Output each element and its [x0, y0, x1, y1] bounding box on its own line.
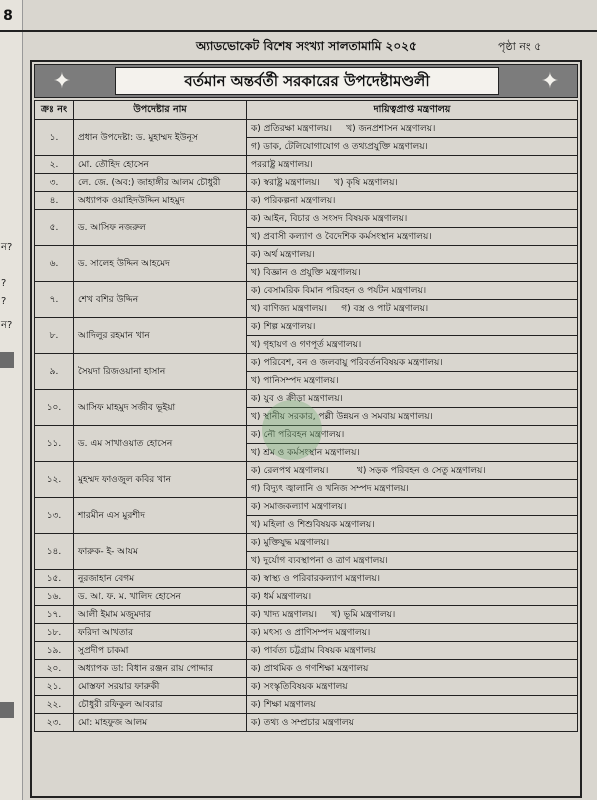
table-row — [35, 606, 578, 624]
serial-cell: ১১. — [35, 426, 74, 462]
adviser-name-cell: শেখ বশির উদ্দিন — [74, 282, 247, 318]
serial-cell: ৬. — [35, 246, 74, 282]
ministry-cell: ক) প্রতিরক্ষা মন্ত্রণালয়। খ) জনপ্রশাসন মন্ত্রণালয়। — [247, 120, 578, 138]
adviser-name-cell: মুহম্মদ ফাওজুল কবির খান — [74, 462, 247, 498]
header-brand: অ্যাডভোকেট বিশেষ সংখ্যা সালতামামি ২০২৫ — [196, 39, 417, 53]
serial-cell: ১২. — [35, 462, 74, 498]
table-row — [35, 588, 578, 606]
serial-cell: ২. — [35, 156, 74, 174]
table-row — [35, 174, 578, 192]
ministry-cell: ক) সংস্কৃতিবিষয়ক মন্ত্রণালয় — [247, 678, 578, 696]
ministry-cell: খ) শ্রম ও কর্মসংস্থান মন্ত্রণালয়। — [247, 444, 578, 462]
serial-cell: ২০. — [35, 660, 74, 678]
ministry-cell: ক) অর্থ মন্ত্রণালয়। — [247, 246, 578, 264]
ministry-cell: ক) রেলপথ মন্ত্রণালয়। খ) সড়ক পরিবহন ও সেতু মন্ত্রণালয়। — [247, 462, 578, 480]
ministry-cell: ক) মৎস্য ও প্রাণিসম্পদ মন্ত্রণালয়। — [247, 624, 578, 642]
ministry-cell: ক) যুব ও ক্রীড়া মন্ত্রণালয়। — [247, 390, 578, 408]
star-ornament-icon: ✦ — [52, 69, 72, 94]
table-row — [35, 246, 578, 264]
page-title: বর্তমান অন্তর্বর্তী সরকারের উপদেষ্টামণ্ডলী — [115, 67, 499, 95]
adviser-name-cell: ড. আসিফ নজরুল — [74, 210, 247, 246]
prev-page-bar — [0, 702, 14, 718]
ministry-cell: ক) বেসামরিক বিমান পরিবহন ও পর্যটন মন্ত্রণালয়। — [247, 282, 578, 300]
ministry-cell: ক) পরিবেশ, বন ও জলবায়ু পরিবর্তনবিষয়ক মন্ত্রণালয়। — [247, 354, 578, 372]
adviser-name-cell: ফারুক- ই- আযম — [74, 534, 247, 570]
ministry-cell: ক) আইন, বিচার ও সংসদ বিষয়ক মন্ত্রণালয়। — [247, 210, 578, 228]
table-row — [35, 660, 578, 678]
adviser-name-cell: ফরিদা আখতার — [74, 624, 247, 642]
serial-cell: ১৬. — [35, 588, 74, 606]
ministry-cell: ক) স্বাস্থ্য ও পরিবারকল্যাণ মন্ত্রণালয়। — [247, 570, 578, 588]
ministry-cell: খ) গৃহায়ণ ও গণপূর্ত মন্ত্রণালয়। — [247, 336, 578, 354]
adviser-name-cell: আলী ইমাম মজুমদার — [74, 606, 247, 624]
adviser-name-cell: মোস্তফা সরয়ার ফারুকী — [74, 678, 247, 696]
column-header-serial: ক্রঃ নং — [35, 101, 74, 120]
ministry-cell: ক) ধর্ম মন্ত্রণালয়। — [247, 588, 578, 606]
table-row — [35, 570, 578, 588]
adviser-name-cell: অধ্যাপক ওয়াহিদউদ্দিন মাহমুদ — [74, 192, 247, 210]
serial-cell: ২৩. — [35, 714, 74, 732]
prev-page-bar — [0, 352, 14, 368]
adviser-name-cell: ড. আ. ফ. ম. খালিদ হোসেন — [74, 588, 247, 606]
title-band — [34, 64, 578, 98]
table-row — [35, 678, 578, 696]
ministry-cell: ক) প্রাথমিক ও গণশিক্ষা মন্ত্রণালয় — [247, 660, 578, 678]
ministry-cell: ক) স্বরাষ্ট্র মন্ত্রণালয়। খ) কৃষি মন্ত্রণালয়। — [247, 174, 578, 192]
header-rule — [0, 30, 597, 32]
ministry-cell: গ) বিদ্যুৎ জ্বালানি ও খনিজ সম্পদ মন্ত্রণালয়। — [247, 480, 578, 498]
adviser-name-cell: মো: মাহফুজ আলম — [74, 714, 247, 732]
adviser-name-cell: ড. সালেহ উদ্দিন আহমেদ — [74, 246, 247, 282]
star-ornament-icon: ✦ — [540, 69, 560, 94]
serial-cell: ১০. — [35, 390, 74, 426]
table-row — [35, 210, 578, 228]
adviser-name-cell: আদিলুর রহমান খান — [74, 318, 247, 354]
ministry-cell: খ) প্রবাসী কল্যাণ ও বৈদেশিক কর্মসংস্থান মন্ত্রণালয়। — [247, 228, 578, 246]
serial-cell: ১৫. — [35, 570, 74, 588]
ministry-cell: ক) নৌ পরিবহন মন্ত্রণালয়। — [247, 426, 578, 444]
ministry-cell: খ) দুর্যোগ ব্যবস্থাপনা ও ত্রাণ মন্ত্রণালয়। — [247, 552, 578, 570]
serial-cell: ১৮. — [35, 624, 74, 642]
serial-cell: ১৭. — [35, 606, 74, 624]
adviser-name-cell: প্রধান উপদেষ্টা: ড. মুহাম্মদ ইউনূস — [74, 120, 247, 156]
column-header-ministry: দায়িত্বপ্রাপ্ত মন্ত্রণালয় — [247, 101, 578, 120]
table-row — [35, 642, 578, 660]
watermark-seal — [262, 400, 322, 460]
adviser-name-cell: চৌধুরী রফিকুল আবরার — [74, 696, 247, 714]
table-row — [35, 192, 578, 210]
serial-cell: ১৯. — [35, 642, 74, 660]
ministry-cell: খ) স্থানীয় সরকার, পল্লী উন্নয়ন ও সমবায় মন্ত্রণালয়। — [247, 408, 578, 426]
table-row — [35, 462, 578, 480]
adviser-name-cell: মো. তৌহিদ হোসেন — [74, 156, 247, 174]
adviser-name-cell: আসিফ মাহমুদ সজীব ভূইয়া — [74, 390, 247, 426]
serial-cell: ২২. — [35, 696, 74, 714]
table-header-row — [35, 101, 578, 120]
serial-cell: ১. — [35, 120, 74, 156]
ministry-cell: খ) মহিলা ও শিশুবিষয়ক মন্ত্রণালয়। — [247, 516, 578, 534]
adviser-name-cell: অধ্যাপক ডা: বিধান রঞ্জন রায় পোদ্দার — [74, 660, 247, 678]
serial-cell: ১৪. — [35, 534, 74, 570]
prev-page-mark: ন? — [1, 320, 13, 331]
ministry-cell: ক) পার্বত্য চট্টগ্রাম বিষয়ক মন্ত্রণালয় — [247, 642, 578, 660]
table-row — [35, 714, 578, 732]
table-row — [35, 354, 578, 372]
prev-page-mark: ? — [1, 296, 7, 307]
table-row — [35, 498, 578, 516]
table-row — [35, 318, 578, 336]
serial-cell: ৮. — [35, 318, 74, 354]
adviser-name-cell: শারমীন এস মুরশীদ — [74, 498, 247, 534]
ministry-cell: খ) বিজ্ঞান ও প্রযুক্তি মন্ত্রণালয়। — [247, 264, 578, 282]
serial-cell: ৫. — [35, 210, 74, 246]
table-row — [35, 534, 578, 552]
previous-page-edge — [0, 0, 23, 800]
adviser-name-cell: ড. এম সাখাওয়াত হোসেন — [74, 426, 247, 462]
column-header-name: উপদেষ্টার নাম — [74, 101, 247, 120]
page-number: 8 — [3, 8, 13, 24]
ministry-cell: ক) মুক্তিযুদ্ধ মন্ত্রণালয়। — [247, 534, 578, 552]
adviser-name-cell: নুরজাহান বেগম — [74, 570, 247, 588]
table-row — [35, 624, 578, 642]
header-page-label: পৃষ্ঠা নং ৫ — [498, 40, 542, 53]
prev-page-mark: ? — [1, 278, 7, 289]
serial-cell: ৪. — [35, 192, 74, 210]
serial-cell: ১৩. — [35, 498, 74, 534]
ministry-cell: খ) পানিসম্পদ মন্ত্রণালয়। — [247, 372, 578, 390]
ministry-cell: ক) শিল্প মন্ত্রণালয়। — [247, 318, 578, 336]
serial-cell: ৭. — [35, 282, 74, 318]
ministry-cell: গ) ডাক, টেলিযোগাযোগ ও তথ্যপ্রযুক্তি মন্ত্রণালয়। — [247, 138, 578, 156]
ministry-cell: পররাষ্ট্র মন্ত্রণালয়। — [247, 156, 578, 174]
ministry-cell: ক) তথ্য ও সম্প্রচার মন্ত্রণালয় — [247, 714, 578, 732]
adviser-name-cell: সুপ্রদীপ চাকমা — [74, 642, 247, 660]
table-row — [35, 156, 578, 174]
ministry-cell: ক) খাদ্য মন্ত্রণালয়। খ) ভূমি মন্ত্রণালয়। — [247, 606, 578, 624]
serial-cell: ২১. — [35, 678, 74, 696]
table-row — [35, 696, 578, 714]
serial-cell: ৯. — [35, 354, 74, 390]
ministry-cell: ক) শিক্ষা মন্ত্রণালয় — [247, 696, 578, 714]
adviser-name-cell: লে. জে. (অব:) জাহাঙ্গীর আলম চৌধুরী — [74, 174, 247, 192]
table-row — [35, 120, 578, 138]
ministry-cell: ক) সমাজকল্যাণ মন্ত্রণালয়। — [247, 498, 578, 516]
table-row — [35, 282, 578, 300]
prev-page-mark: ন? — [1, 242, 13, 253]
ministry-cell: ক) পরিকল্পনা মন্ত্রণালয়। — [247, 192, 578, 210]
ministry-cell: খ) বাণিজ্য মন্ত্রণালয়। গ) বস্ত্র ও পাট মন্ত্রণালয়। — [247, 300, 578, 318]
serial-cell: ৩. — [35, 174, 74, 192]
adviser-name-cell: সৈয়দা রিজওয়ানা হাসান — [74, 354, 247, 390]
